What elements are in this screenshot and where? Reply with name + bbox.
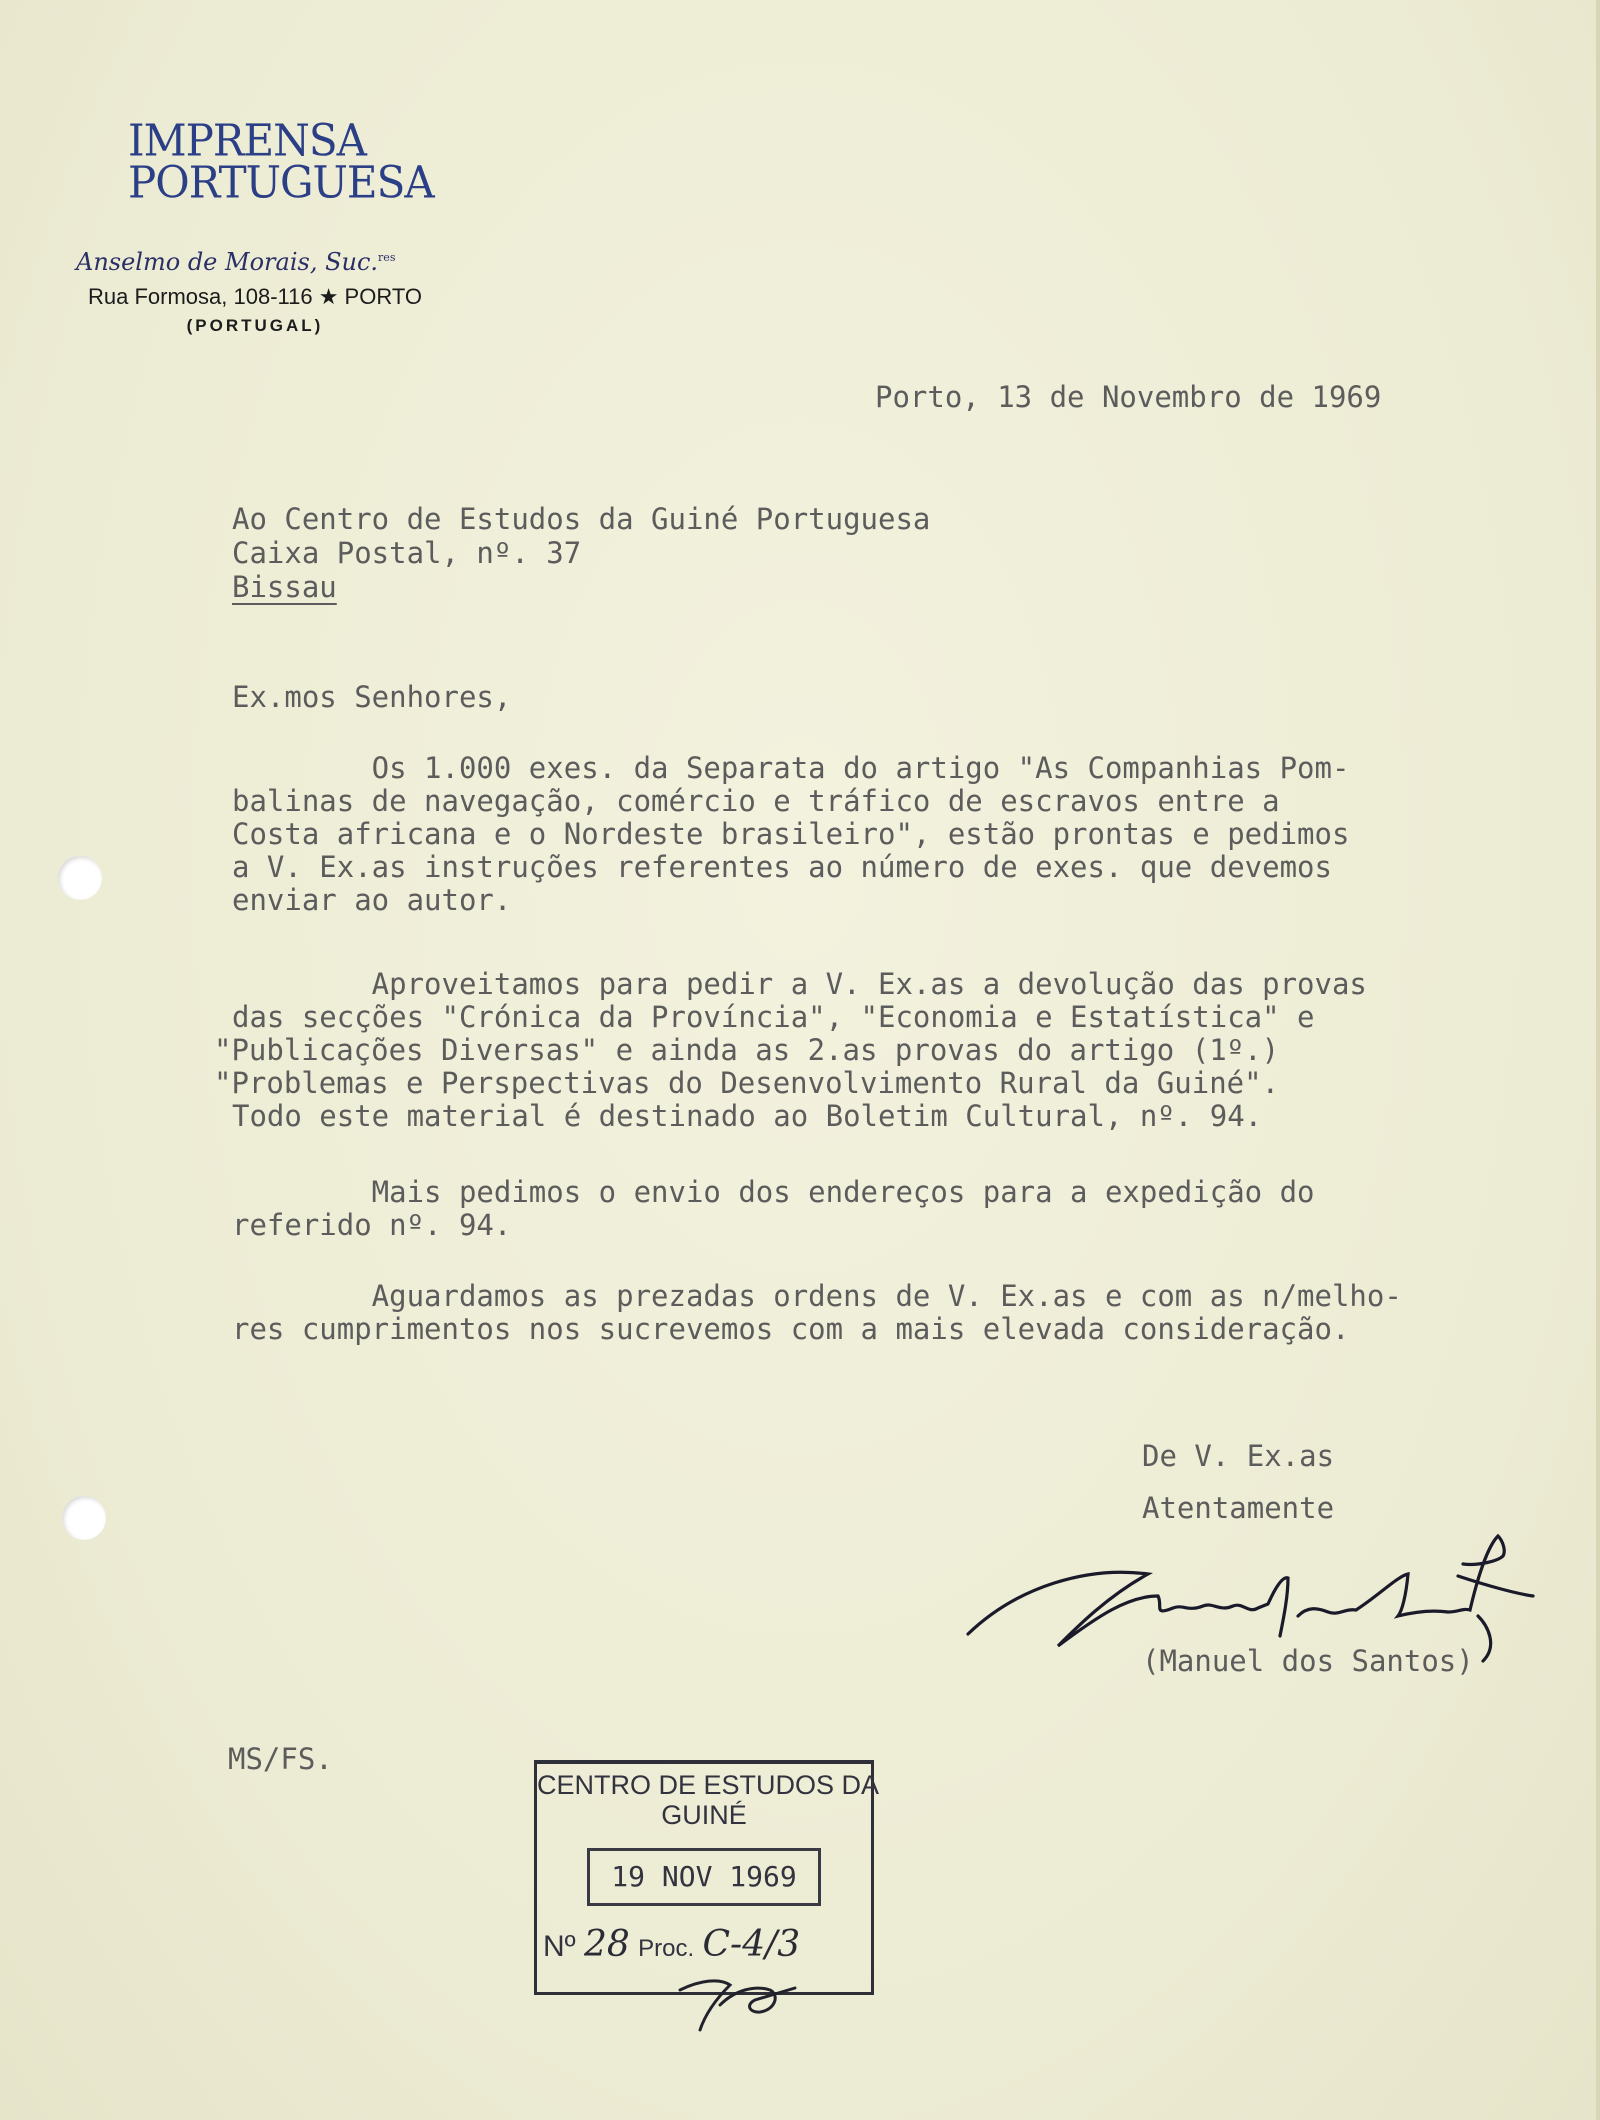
- successors-sup: res: [378, 251, 396, 264]
- stamp-proc-value: C-4/3: [702, 1924, 801, 1965]
- paragraph-line: "Publicações Diversas" e ainda as 2.as provas do artigo (1º.): [214, 1033, 1280, 1067]
- paragraph-line: Todo este material é destinado ao Boletim Cultural, nº. 94.: [232, 1099, 1263, 1133]
- brand-logo: [128, 114, 434, 209]
- recipient-line: Caixa Postal, nº. 37: [232, 536, 582, 570]
- stamp-number-line: [543, 1924, 865, 1965]
- salutation: Ex.mos Senhores,: [232, 680, 512, 714]
- recipient-city: Bissau: [232, 570, 337, 604]
- paragraph-line: res cumprimentos nos sucrevemos com a mais elevada consideração.: [232, 1312, 1350, 1346]
- stamp-title-line: CENTRO DE ESTUDOS DA: [537, 1770, 880, 1800]
- paragraph-line: Costa africana e o Nordeste brasileiro", estão prontas e pedimos: [232, 817, 1350, 851]
- typist-initials: MS/FS.: [228, 1742, 333, 1776]
- punch-hole-bottom: [62, 1496, 106, 1540]
- paragraph-line: enviar ao autor.: [232, 883, 512, 917]
- paragraph: [214, 967, 1367, 1133]
- signatory-name: (Manuel dos Santos): [1142, 1644, 1474, 1678]
- paragraph-line: Aguardamos as prezadas ordens de V. Ex.as e com as n/melho-: [232, 1279, 1402, 1313]
- paragraph-line: Aproveitamos para pedir a V. Ex.as a devolução das provas: [232, 967, 1367, 1001]
- brand-line-1: IMPRENSA: [128, 114, 366, 167]
- closing-line: De V. Ex.as: [1142, 1439, 1335, 1473]
- recipient-block: [232, 502, 930, 604]
- paragraph-line: Os 1.000 exes. da Separata do artigo "As Companhias Pom-: [232, 751, 1350, 785]
- closing-line: Atentamente: [1142, 1491, 1335, 1525]
- paragraph: [232, 1176, 1315, 1242]
- paragraph-line: referido nº. 94.: [232, 1208, 512, 1242]
- handwritten-scribble: [660, 1960, 810, 2040]
- stamp-number-label: Nº: [543, 1930, 576, 1963]
- paragraph: [232, 1280, 1402, 1346]
- paragraph-line: a V. Ex.as instruções referentes ao número de exes. que devemos: [232, 850, 1332, 884]
- paper-edge: [1596, 0, 1600, 2120]
- stamp-title-line: GUINÉ: [661, 1800, 747, 1830]
- stamp-date: 19 NOV 1969: [611, 1860, 797, 1893]
- country-line: (PORTUGAL): [186, 316, 324, 335]
- successors-text: Anselmo de Morais, Suc.: [76, 248, 379, 276]
- paragraph-line: das secções "Crónica da Província", "Economia e Estatística" e: [232, 1000, 1315, 1034]
- stamp-proc-label: Proc.: [638, 1935, 695, 1962]
- recipient-line: Ao Centro de Estudos da Guiné Portuguesa: [232, 502, 931, 536]
- letter-date: Porto, 13 de Novembro de 1969: [875, 380, 1382, 414]
- stamp-date-box: [587, 1848, 821, 1906]
- successors-line: [76, 248, 436, 276]
- brand-line-2: PORTUGUESA: [128, 156, 434, 209]
- paragraph: [232, 752, 1349, 917]
- paragraph-line: Mais pedimos o envio dos endereços para a expedição do: [232, 1175, 1315, 1209]
- paragraph-line: "Problemas e Perspectivas do Desenvolvimento Rural da Guiné".: [214, 1066, 1280, 1100]
- paragraph-line: balinas de navegação, comércio e tráfico de escravos entre a: [232, 784, 1280, 818]
- stamp-number-value: 28: [583, 1924, 630, 1965]
- punch-hole-top: [58, 856, 102, 900]
- stamp-title: [537, 1770, 880, 1830]
- address-line: Rua Formosa, 108-116 ★ PORTO: [88, 284, 422, 309]
